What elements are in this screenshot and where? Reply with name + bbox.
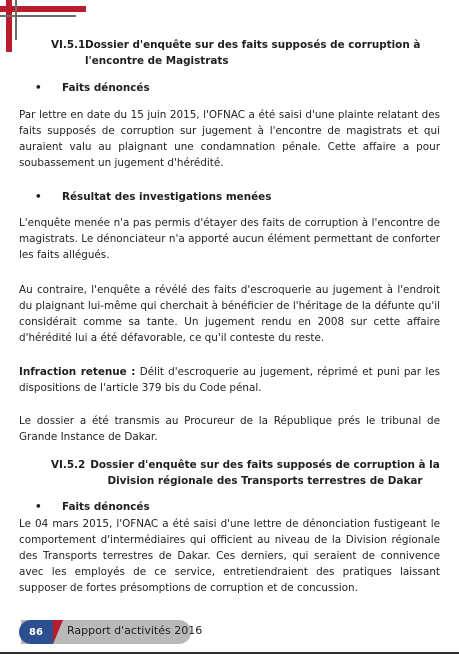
infraction-text: Délit d'escroquerie au jugement, réprimé et puni par les dispositions de l'article 379 bis du Code pénal.	[19, 366, 441, 394]
corner-gray-vertical	[15, 0, 17, 40]
section-2-title: Dossier d'enquête sur des faits supposés de corruption à la Division régionale des Transports terrestres de Dakar	[90, 459, 440, 487]
bullet-label: Résultat des investigations menées	[62, 191, 272, 203]
section-1-title: Dossier d'enquête sur des faits supposés de corruption à l'encontre de Magistrats	[85, 39, 421, 67]
footer-red-accent	[53, 620, 63, 644]
bullet-dot: •	[35, 82, 42, 94]
bullet-label: Faits dénoncés	[62, 501, 150, 513]
paragraph-6: Le 04 mars 2015, l'OFNAC a été saisi d'une lettre de dénonciation fustigeant le comportement d'intermédiaires qui officient au niveau de la Division régionale des Transports terrestres de Dakar. Ces derniers, qui seraient de connivence avec les employés de ce service, entretiendraient des pratiques laissant supposer de fortes présomptions de corruption et de concussion.	[19, 518, 440, 594]
corner-red-horizontal	[0, 6, 86, 12]
paragraph-2: L'enquête menée n'a pas permis d'étayer des faits de corruption à l'encontre de magistrats. Le dénonciateur n'a apporté aucun élément permettant de conforter les faits allégués.	[19, 217, 440, 261]
corner-gray-horizontal	[0, 15, 76, 17]
paragraph-3: Au contraire, l'enquête a révélé des faits d'escroquerie au jugement à l'endroit du plaignant lui-même qui cherchait à bénéficier de l'héritage de la défunte qu'il considérait comme sa tante. Un jugement rendu en 2008 sur cette affaire d'hérédité lui a été défavorable, ce qu'il conteste du reste.	[19, 284, 440, 344]
bullet-dot: •	[35, 191, 42, 203]
section-1-heading	[51, 38, 443, 67]
bottom-rule	[0, 652, 459, 654]
report-title: Rapport d'activités 2016	[67, 624, 203, 637]
section-2-number: VI.5.2	[51, 459, 86, 471]
paragraph-5: Le dossier a été transmis au Procureur de la République prés le tribunal de Grande Instance de Dakar.	[19, 415, 440, 443]
paragraph-1: Par lettre en date du 15 juin 2015, l'OFNAC a été saisi d'une plainte relatant des faits supposés de corruption sur jugement à l'encontre de magistrats et qui auraient valu au plaignant une condamnation pénale. Cette affaire a pour soubassement un jugement d'hérédité.	[19, 109, 440, 169]
bullet-label: Faits dénoncés	[62, 82, 150, 94]
corner-red-vertical	[6, 0, 12, 52]
page-number: 86	[19, 620, 53, 644]
paragraph-4	[19, 364, 440, 396]
section-2-heading	[51, 458, 443, 487]
bullet-dot: •	[35, 501, 42, 513]
infraction-label: Infraction retenue :	[19, 366, 136, 378]
section-1-number: VI.5.1	[51, 39, 86, 51]
